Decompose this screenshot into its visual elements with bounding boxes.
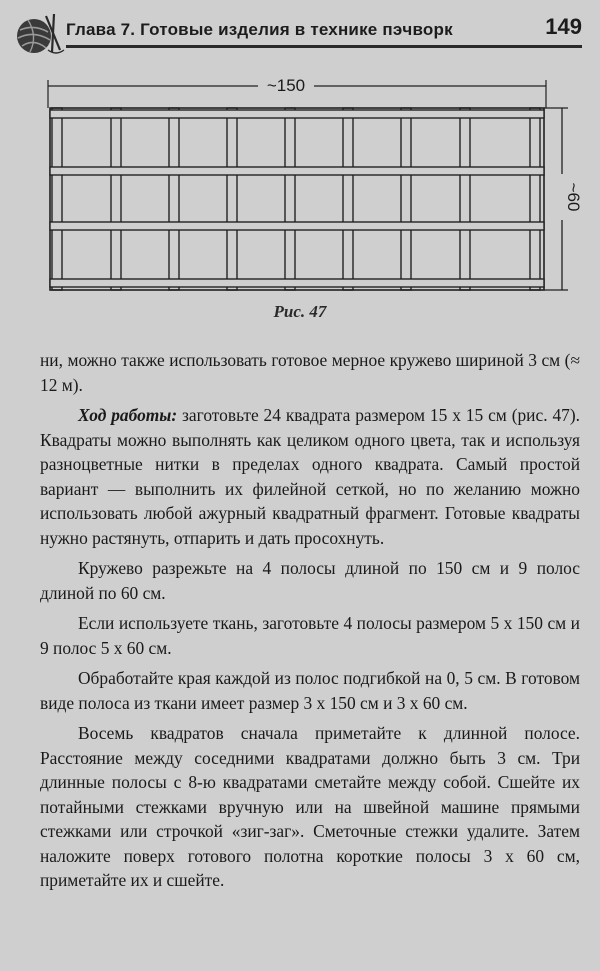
paragraph: Кружево разрежьте на 4 полосы длиной по 150 см и 9 полос длиной по 60 см. bbox=[40, 558, 580, 603]
page-number: 149 bbox=[545, 14, 582, 39]
chapter-title: Глава 7. Готовые изделия в технике пэчворк bbox=[66, 20, 453, 39]
paragraph: Если используете ткань, заготовьте 4 полосы размером 5 х 150 см и 9 полос 5 х 60 см. bbox=[40, 613, 580, 658]
paragraph: ни, можно также использовать готовое мерное кружево шириной 3 см (≈ 12 м). bbox=[40, 350, 580, 395]
figure-caption: Рис. 47 bbox=[273, 302, 327, 321]
header-rule bbox=[66, 45, 582, 48]
vertical-strips bbox=[52, 108, 540, 290]
yarn-ball-icon bbox=[12, 10, 64, 58]
height-label: ~60 bbox=[564, 182, 583, 212]
paragraph bbox=[40, 403, 580, 550]
body-text bbox=[40, 348, 580, 899]
paragraph-lead: Ход работы: bbox=[78, 405, 178, 425]
page-header bbox=[0, 0, 600, 64]
paragraph-body: заготовьте 24 квадрата размером 15 х 15 см (рис. 47). Квадраты можно выполнять как целиком одного цвета, так и используя разноцветные нитки в пределах одного квадрата. Самый простой вариант — выполнить их филейной сеткой, но по желанию можно использовать любой ажурный квадратный фрагмент. Готовые квадраты нужно растянуть, отпарить и дать просохнуть. bbox=[40, 405, 580, 548]
paragraph: Обработайте края каждой из полос подгибкой на 0, 5 см. В готовом виде полоса из ткани имеет размер 3 х 150 см и 3 х 60 см. bbox=[40, 668, 580, 713]
paragraph: Восемь квадратов сначала приметайте к длинной полосе. Расстояние между соседними квадратами должно быть 3 см. Три длинные полосы с 8-ю квадратами сметайте между собой. Сшейте их потайными стежками вручную или на швейной машине прямыми стежками или строчкой «зиг-заг». Сметочные стежки удалите. Затем наложите поверх готового полотна короткие полосы 3 х 60 см, приметайте их и сшейте. bbox=[40, 723, 580, 890]
width-label: ~150 bbox=[266, 76, 306, 95]
figure-47-diagram bbox=[40, 64, 583, 332]
